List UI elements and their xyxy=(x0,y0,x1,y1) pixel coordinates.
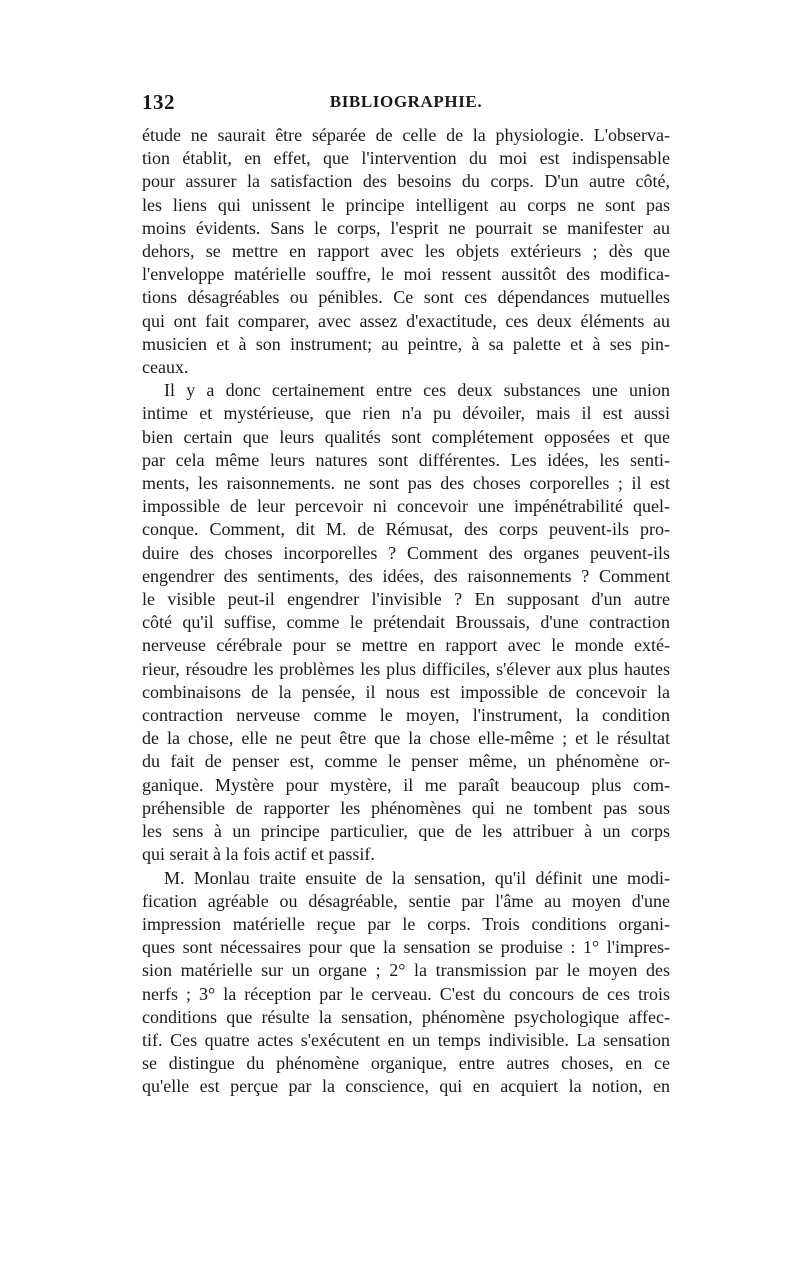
text-line: Il y a donc certainement entre ces deux substances une union xyxy=(164,380,670,401)
text-line: qu'elle est perçue par la conscience, qui en acquiert la notion, en xyxy=(142,1076,670,1097)
text-line: dehors, se mettre en rapport avec les objets extérieurs ; dès que xyxy=(142,241,670,262)
text-line: les sens à un principe particulier, que de les attribuer à un corps xyxy=(142,821,670,842)
text-line: côté qu'il suffise, comme le prétendait Broussais, d'une contraction xyxy=(142,612,670,633)
text-line: ments, les raisonnements. ne sont pas des choses corporelles ; il est xyxy=(142,473,670,494)
text-line: ganique. Mystère pour mystère, il me paraît beaucoup plus com- xyxy=(142,774,670,795)
paragraph-2 xyxy=(142,379,670,866)
text-line: nerfs ; 3° la réception par le cerveau. C'est du concours de ces trois xyxy=(142,983,670,1004)
body-text xyxy=(142,124,670,1099)
text-line: ceaux. xyxy=(142,357,189,378)
text-line: pour assurer la satisfaction des besoins du corps. D'un autre côté, xyxy=(142,171,670,192)
text-line: impossible de leur percevoir ni concevoir une impénétrabilité quel- xyxy=(142,496,670,517)
paragraph-1 xyxy=(142,124,670,379)
text-line: se distingue du phénomène organique, entre autres choses, en ce xyxy=(142,1053,670,1074)
text-line: conditions que résulte la sensation, phénomène psychologique affec- xyxy=(142,1006,670,1027)
text-line: étude ne saurait être séparée de celle de la physiologie. L'observa- xyxy=(142,125,670,145)
text-line: impression matérielle reçue par le corps. Trois conditions organi- xyxy=(142,913,670,934)
text-line: les liens qui unissent le principe intelligent au corps ne sont pas xyxy=(142,194,670,215)
text-line: sion matérielle sur un organe ; 2° la transmission par le moyen des xyxy=(142,960,670,981)
text-line: par cela même leurs natures sont différentes. Les idées, les senti- xyxy=(142,449,670,470)
text-line: l'enveloppe matérielle souffre, le moi ressent aussitôt des modifica- xyxy=(142,264,670,285)
text-line: qui serait à la fois actif et passif. xyxy=(142,844,375,865)
text-line: tions désagréables ou pénibles. Ce sont ces dépendances mutuelles xyxy=(142,287,670,308)
text-line: contraction nerveuse comme le moyen, l'instrument, la condition xyxy=(142,705,670,726)
text-line: de la chose, elle ne peut être que la chose elle-même ; et le résultat xyxy=(142,728,670,749)
page-number: 132 xyxy=(142,90,175,114)
text-line: engendrer des sentiments, des idées, des raisonnements ? Comment xyxy=(142,565,670,586)
text-line: conque. Comment, dit M. de Rémusat, des corps peuvent-ils pro- xyxy=(142,519,670,540)
text-line: qui ont fait comparer, avec assez d'exactitude, ces deux éléments au xyxy=(142,310,670,331)
text-line: combinaisons de la pensée, il nous est impossible de concevoir la xyxy=(142,681,670,702)
text-line: M. Monlau traite ensuite de la sensation, qu'il définit une modi- xyxy=(164,867,670,888)
text-line: tif. Ces quatre actes s'exécutent en un temps indivisible. La sensation xyxy=(142,1029,670,1050)
text-line: intime et mystérieuse, que rien n'a pu dévoiler, mais il est aussi xyxy=(142,403,670,424)
text-line: fication agréable ou désagréable, sentie par l'âme au moyen d'une xyxy=(142,890,670,911)
text-line: musicien et à son instrument; au peintre, à sa palette et à ses pin- xyxy=(142,333,670,354)
text-line: bien certain que leurs qualités sont complétement opposées et que xyxy=(142,426,670,447)
text-line: duire des choses incorporelles ? Comment des organes peuvent-ils xyxy=(142,542,670,563)
text-line: moins évidents. Sans le corps, l'esprit ne pourrait se manifester au xyxy=(142,217,670,238)
page-header xyxy=(142,90,670,118)
text-line: préhensible de rapporter les phénomènes qui ne tombent pas sous xyxy=(142,797,670,818)
text-line: ques sont nécessaires pour que la sensation se produise : 1° l'impres- xyxy=(142,937,670,958)
text-line: nerveuse cérébrale pour se mettre en rapport avec le monde exté- xyxy=(142,635,670,656)
text-line: rieur, résoudre les problèmes les plus difficiles, s'élever aux plus hautes xyxy=(142,658,670,679)
text-line: tion établit, en effet, que l'intervention du moi est indispensable xyxy=(142,148,670,169)
text-line: le visible peut-il engendrer l'invisible ? En supposant d'un autre xyxy=(142,589,670,610)
text-line: du fait de penser est, comme le penser même, un phénomène or- xyxy=(142,751,670,772)
paragraph-3 xyxy=(142,867,670,1099)
running-title: BIBLIOGRAPHIE. xyxy=(329,92,483,111)
